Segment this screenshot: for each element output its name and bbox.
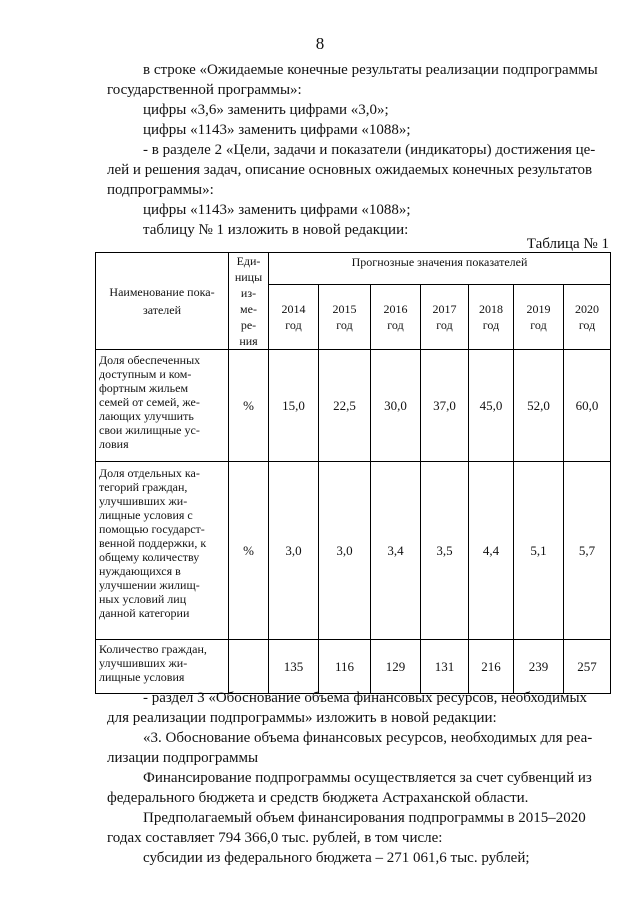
value-cell: 4,4 bbox=[469, 462, 514, 640]
header-forecast: Прогнозные значения показателей bbox=[269, 253, 611, 285]
text-line: субсидии из федерального бюджета – 271 061,6 тыс. рублей; bbox=[143, 850, 530, 866]
value-cell: 52,0 bbox=[514, 350, 564, 462]
value-cell: 5,7 bbox=[564, 462, 611, 640]
text-line: цифры «1143» заменить цифрами «1088»; bbox=[143, 122, 411, 138]
indicator-name: Доля обеспеченных доступным и ком- фортным жильем семей от семей, же- лающих улучшить свои жилищные ус- ловия bbox=[96, 350, 229, 462]
header-year: 2015 год bbox=[319, 285, 371, 350]
value-cell: 37,0 bbox=[421, 350, 469, 462]
page-number: 8 bbox=[315, 34, 325, 53]
header-year: 2018 год bbox=[469, 285, 514, 350]
text-line: лизации подпрограммы bbox=[107, 750, 259, 766]
text-line: для реализации подпрограммы» изложить в новой редакции: bbox=[107, 710, 497, 726]
value-cell: 3,4 bbox=[371, 462, 421, 640]
text-line: цифры «1143» заменить цифрами «1088»; bbox=[143, 202, 411, 218]
text-line: лей и решения задач, описание основных ожидаемых конечных результатов bbox=[107, 162, 593, 178]
value-cell: 129 bbox=[371, 640, 421, 694]
value-cell: 22,5 bbox=[319, 350, 371, 462]
header-year: 2017 год bbox=[421, 285, 469, 350]
value-cell: 135 bbox=[269, 640, 319, 694]
text-line: подпрограммы»: bbox=[107, 182, 214, 198]
table-caption: Таблица № 1 bbox=[526, 236, 609, 252]
indicators-table bbox=[95, 252, 611, 694]
text-line: - в разделе 2 «Цели, задачи и показатели (индикаторы) достижения це- bbox=[143, 142, 596, 158]
indicator-name: Доля отдельных ка- тегорий граждан, улучшивших жи- лищные условия с помощью государст- венной поддержки, к общему количеству нуждающихся в улучшении жилищ- ных условий лиц данной категории bbox=[96, 462, 229, 640]
value-cell: 15,0 bbox=[269, 350, 319, 462]
unit-cell: % bbox=[229, 350, 269, 462]
text-line: федерального бюджета и средств бюджета Астраханской области. bbox=[107, 790, 529, 806]
value-cell: 131 bbox=[421, 640, 469, 694]
value-cell: 3,5 bbox=[421, 462, 469, 640]
header-year: 2020 год bbox=[564, 285, 611, 350]
value-cell: 3,0 bbox=[319, 462, 371, 640]
value-cell: 116 bbox=[319, 640, 371, 694]
text-line: «3. Обоснование объема финансовых ресурсов, необходимых для реа- bbox=[143, 730, 593, 746]
text-line: годах составляет 794 366,0 тыс. рублей, в том числе: bbox=[107, 830, 443, 846]
header-year: 2016 год bbox=[371, 285, 421, 350]
value-cell: 5,1 bbox=[514, 462, 564, 640]
text-line: таблицу № 1 изложить в новой редакции: bbox=[143, 222, 409, 238]
text-line: Финансирование подпрограммы осуществляется за счет субвенций из bbox=[143, 770, 592, 786]
text-line: государственной программы»: bbox=[107, 82, 302, 98]
table-row bbox=[96, 462, 611, 640]
text-line: Предполагаемый объем финансирования подпрограммы в 2015–2020 bbox=[143, 810, 586, 826]
header-indicator-name: Наименование пока- зателей bbox=[96, 253, 229, 350]
header-year: 2019 год bbox=[514, 285, 564, 350]
text-line: цифры «3,6» заменить цифрами «3,0»; bbox=[143, 102, 389, 118]
unit-cell bbox=[229, 640, 269, 694]
header-unit: Еди- ницы из- ме- ре- ния bbox=[229, 253, 269, 350]
text-line: - раздел 3 «Обоснование объема финансовых ресурсов, необходимых bbox=[143, 690, 588, 706]
table-row bbox=[96, 640, 611, 694]
text-line: в строке «Ожидаемые конечные результаты реализации подпрограммы bbox=[143, 62, 598, 78]
value-cell: 30,0 bbox=[371, 350, 421, 462]
value-cell: 3,0 bbox=[269, 462, 319, 640]
value-cell: 257 bbox=[564, 640, 611, 694]
value-cell: 45,0 bbox=[469, 350, 514, 462]
indicator-name: Количество граждан, улучшивших жи- лищные условия bbox=[96, 640, 229, 694]
value-cell: 216 bbox=[469, 640, 514, 694]
value-cell: 60,0 bbox=[564, 350, 611, 462]
value-cell: 239 bbox=[514, 640, 564, 694]
table-row bbox=[96, 350, 611, 462]
unit-cell: % bbox=[229, 462, 269, 640]
header-year: 2014 год bbox=[269, 285, 319, 350]
